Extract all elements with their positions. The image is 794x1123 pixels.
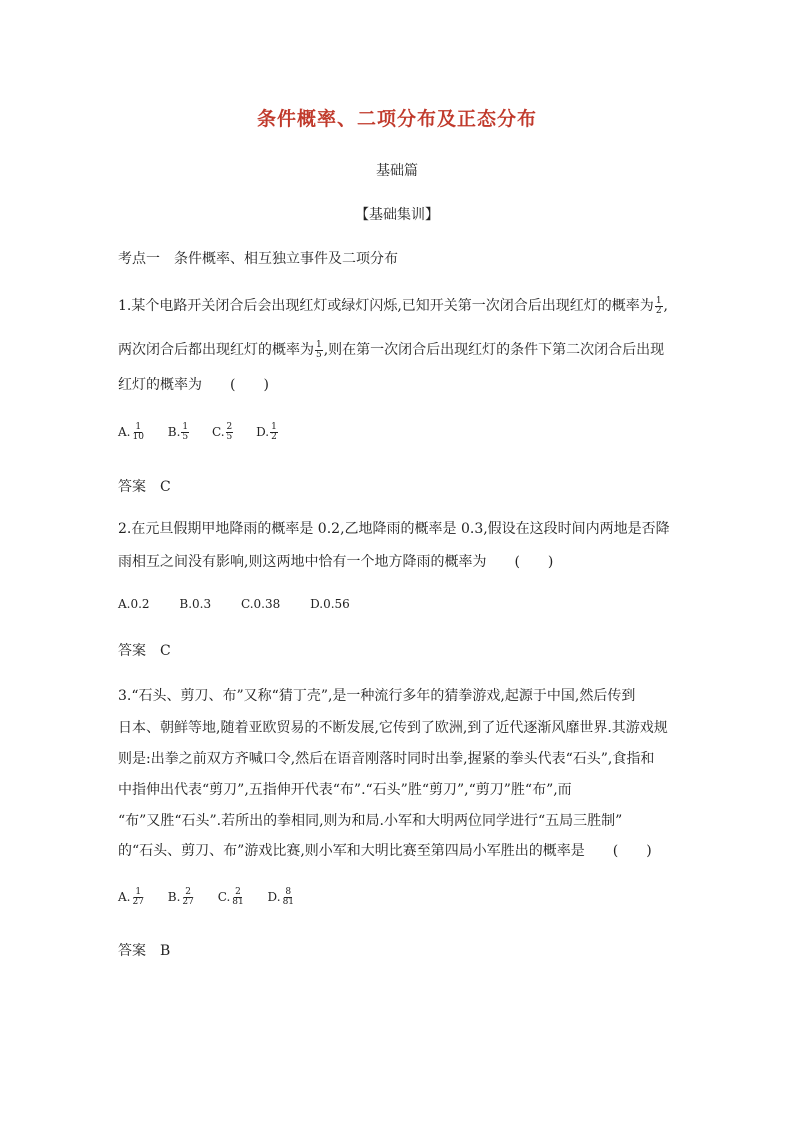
q1-line-2 bbox=[118, 339, 664, 360]
q2-option-b: B.0.3 bbox=[179, 597, 212, 611]
q1-line-3: 红灯的概率为 ( ) bbox=[118, 377, 269, 393]
subsection-heading: 【基础集训】 bbox=[355, 207, 439, 223]
q1-text-1end: , bbox=[663, 298, 668, 314]
q3-option-d: D. $\frac{8}{81}$ bbox=[267, 887, 295, 907]
q1-fraction-1: $\frac{1}{2}$ bbox=[655, 295, 662, 316]
q1-line-1 bbox=[118, 295, 668, 316]
page-title: 条件概率、二项分布及正态分布 bbox=[256, 108, 537, 130]
q1-option-c: C. $\frac{2}{5}$ bbox=[211, 422, 233, 442]
q3-option-c: C. $\frac{2}{81}$ bbox=[217, 887, 244, 907]
q1-options bbox=[118, 423, 297, 442]
q2-line-1: 2.在元旦假期甲地降雨的概率是 0.2,乙地降雨的概率是 0.3,假设在这段时间内两地是否降 bbox=[118, 521, 670, 537]
q2-options bbox=[118, 597, 376, 611]
q3-line-1: 3.“石头、剪刀、布”又称“猜丁壳”,是一种流行多年的猜拳游戏,起源于中国,然后传到 bbox=[118, 688, 636, 704]
q3-options bbox=[118, 888, 314, 907]
q1-answer: 答案 C bbox=[118, 479, 171, 495]
q3-line-3: 则是:出拳之前双方齐喊口令,然后在语音刚落时同时出拳,握紧的拳头代表“石头”,食指和 bbox=[118, 751, 655, 767]
q1-text-2b: ,则在第一次闭合后出现红灯的条件下第二次闭合后出现 bbox=[323, 342, 665, 358]
q1-text-1a: 1.某个电路开关闭合后会出现红灯或绿灯闪烁,已知开关第一次闭合后出现红灯的概率为 bbox=[118, 298, 654, 314]
q1-option-a: A. $\frac{1}{10}$ bbox=[118, 422, 144, 442]
q3-line-4: 中指伸出代表“剪刀”,五指伸开代表“布”.“石头”胜“剪刀”,“剪刀”胜“布”,而 bbox=[118, 782, 572, 798]
topic-heading: 考点一 条件概率、相互独立事件及二项分布 bbox=[118, 251, 398, 267]
q3-option-b: B. $\frac{2}{27}$ bbox=[167, 887, 194, 907]
q1-option-d: D. $\frac{1}{2}$ bbox=[256, 422, 277, 442]
q3-option-a: A. $\frac{1}{27}$ bbox=[118, 887, 144, 907]
q2-line-2: 雨相互之间没有影响,则这两地中恰有一个地方降雨的概率为 ( ) bbox=[118, 554, 554, 570]
q1-text-2a: 两次闭合后都出现红灯的概率为 bbox=[118, 342, 314, 358]
q3-answer: 答案 B bbox=[118, 943, 171, 959]
q2-option-a: A.0.2 bbox=[118, 597, 150, 611]
q2-answer: 答案 C bbox=[118, 643, 171, 659]
q3-line-2: 日本、朝鲜等地,随着亚欧贸易的不断发展,它传到了欧洲,到了近代逐渐风靡世界.其游戏规 bbox=[118, 720, 668, 736]
q3-line-6: 的“石头、剪刀、布”游戏比赛,则小军和大明比赛至第四局小军胜出的概率是 ( ) bbox=[118, 843, 652, 859]
q2-option-d: D.0.56 bbox=[310, 597, 350, 611]
q2-option-c: C.0.38 bbox=[240, 597, 281, 611]
q3-line-5: “布”又胜“石头”.若所出的拳相同,则为和局.小军和大明两位同学进行“五局三胜制” bbox=[118, 813, 623, 829]
section-heading: 基础篇 bbox=[376, 163, 418, 179]
q1-fraction-2: $\frac{1}{5}$ bbox=[316, 339, 322, 360]
q1-option-b: B. $\frac{1}{5}$ bbox=[167, 422, 189, 442]
